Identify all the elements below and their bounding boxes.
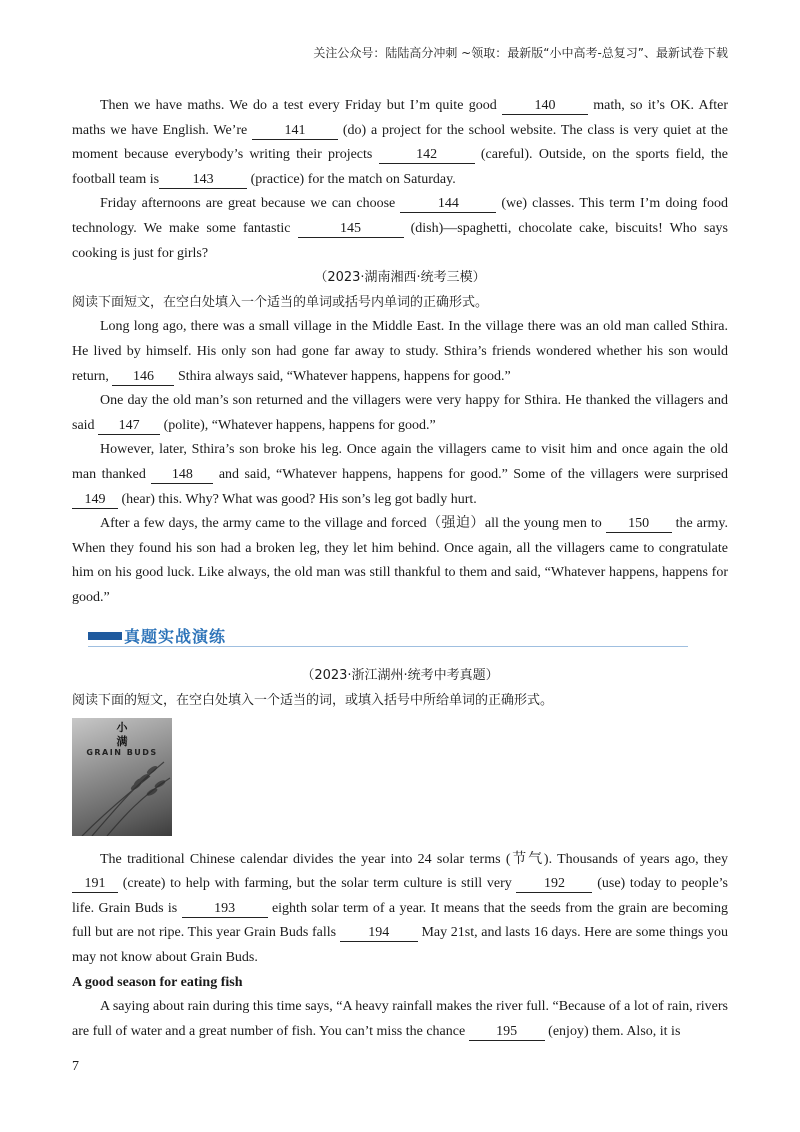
text-span: the army. When they found his son had a broken leg, they let him behind. Once again, all the villagers came to congratulate him on his good luck. Like always, the old man was still thankful to them and said, “Whatever happens, happens for good.” — [72, 516, 728, 605]
passage3-paragraph2 — [72, 995, 728, 1044]
blank-144[interactable]: 144 — [400, 195, 496, 213]
image-title-en: GRAIN BUDS — [86, 747, 158, 757]
banner-rule — [88, 646, 688, 647]
text-span: (dish)—spaghetti, chocolate cake, biscuits! Who says cooking is just for girls? — [72, 220, 728, 261]
blank-141[interactable]: 141 — [252, 122, 338, 140]
page-header: 关注公众号：陆陆高分冲刺 ~领取：最新版“小中高考-总复习”、最新试卷下载 — [313, 46, 728, 60]
blank-194[interactable]: 194 — [340, 924, 418, 942]
blank-142[interactable]: 142 — [379, 146, 475, 164]
banner-bar — [88, 632, 122, 640]
page-number: 7 — [72, 1059, 79, 1074]
blank-147[interactable]: 147 — [98, 417, 160, 435]
passage1-paragraph2 — [72, 192, 728, 266]
blank-143[interactable]: 143 — [159, 171, 247, 189]
grain-buds-image — [72, 718, 172, 836]
blank-192[interactable]: 192 — [516, 875, 592, 893]
image-title-cn: 小 满 — [116, 720, 128, 748]
passage3-instruction: 阅读下面的短文，在空白处填入一个适当的词，或填入括号中所给单词的正确形式。 — [72, 693, 554, 709]
passage3-source: （2023·浙江湖州·统考中考真题） — [301, 668, 499, 684]
text-span: (practice) for the match on Saturday. — [247, 171, 456, 187]
blank-193[interactable]: 193 — [182, 900, 268, 918]
text-span: Friday afternoons are great because we can choose — [100, 196, 401, 212]
passage1-paragraph1 — [72, 94, 728, 192]
blank-191[interactable]: 191 — [72, 875, 118, 893]
text-span: May 21st, and lasts 16 days. Here are some things you may not know about Grain Buds. — [72, 925, 728, 966]
text-span: eighth solar term of a year. It means that the seeds from the grain are becoming full but are not ripe. This year Grain Buds falls — [72, 900, 728, 941]
text-span: After a few days, the army came to the village and forced（强迫）all the young men to — [100, 516, 606, 532]
passage2-instruction: 阅读下面短文，在空白处填入一个适当的单词或括号内单词的正确形式。 — [72, 294, 489, 310]
text-span: However, later, Sthira’s son broke his leg. Once again the villagers came to visit him and once again the old man thanked — [72, 442, 728, 482]
text-span: (enjoy) them. Also, it is — [544, 1023, 681, 1039]
text-span: The traditional Chinese calendar divides the year into 24 solar terms (节气). Thousands of years ago, they — [100, 851, 728, 867]
blank-195[interactable]: 195 — [469, 1023, 545, 1041]
blank-146[interactable]: 146 — [112, 368, 174, 386]
text-span: A saying about rain during this time says, “A heavy rainfall makes the river full. “Because of a lot of rain, rivers are full of water and a great number of fish. You can’t miss the chance — [72, 999, 728, 1039]
blank-148[interactable]: 148 — [151, 466, 213, 484]
passage2-paragraph4 — [72, 512, 728, 610]
text-span: and said, “Whatever happens, happens for good.” Some of the villagers were surprised — [213, 466, 728, 482]
text-span: (hear) this. Why? What was good? His son’s leg got badly hurt. — [118, 491, 477, 507]
text-span: (we) classes. This term I’m doing food technology. We make some fantastic — [72, 196, 728, 236]
blank-145[interactable]: 145 — [298, 220, 404, 238]
text-span: Long long ago, there was a small village in the Middle East. In the village there was an old man called Sthira. He lived by himself. His only son had gone far away to study. Sthira’s friends wondered whether his son would return, — [72, 319, 728, 384]
text-span: (create) to help with farming, but the solar term culture is still very — [118, 876, 517, 892]
text-span: (use) today to people’s life. Grain Buds is — [72, 876, 729, 916]
text-span: (do) a project for the school website. The class is very quiet at the moment because everybody’s writing their projects — [72, 122, 728, 163]
text-span: math, so it’s OK. After maths we have English. We’re — [72, 98, 729, 138]
blank-140[interactable]: 140 — [502, 97, 588, 115]
blank-149[interactable]: 149 — [72, 491, 118, 509]
blank-150[interactable]: 150 — [606, 515, 672, 533]
section-heading: A good season for eating fish — [72, 974, 243, 990]
passage2-source: （2023·湖南湘西·统考三模） — [314, 270, 486, 286]
text-span: (careful). Outside, on the sports field, the football team is — [72, 147, 728, 187]
text-span: (polite), “Whatever happens, happens for good.” — [160, 417, 436, 433]
passage2-paragraph1 — [72, 315, 728, 389]
text-span: Then we have maths. We do a test every Friday but I’m quite good — [100, 98, 502, 113]
passage3-paragraph1 — [72, 848, 728, 971]
section-banner — [72, 624, 728, 648]
banner-title: 真题实战演练 — [124, 627, 227, 647]
text-span: Sthira always said, “Whatever happens, happens for good.” — [174, 368, 511, 384]
passage2-paragraph3 — [72, 438, 728, 512]
passage2-paragraph2 — [72, 389, 728, 438]
page-content — [72, 94, 728, 1044]
text-span: One day the old man’s son returned and the villagers were very happy for Sthira. He thanked the villagers and said — [72, 393, 728, 433]
